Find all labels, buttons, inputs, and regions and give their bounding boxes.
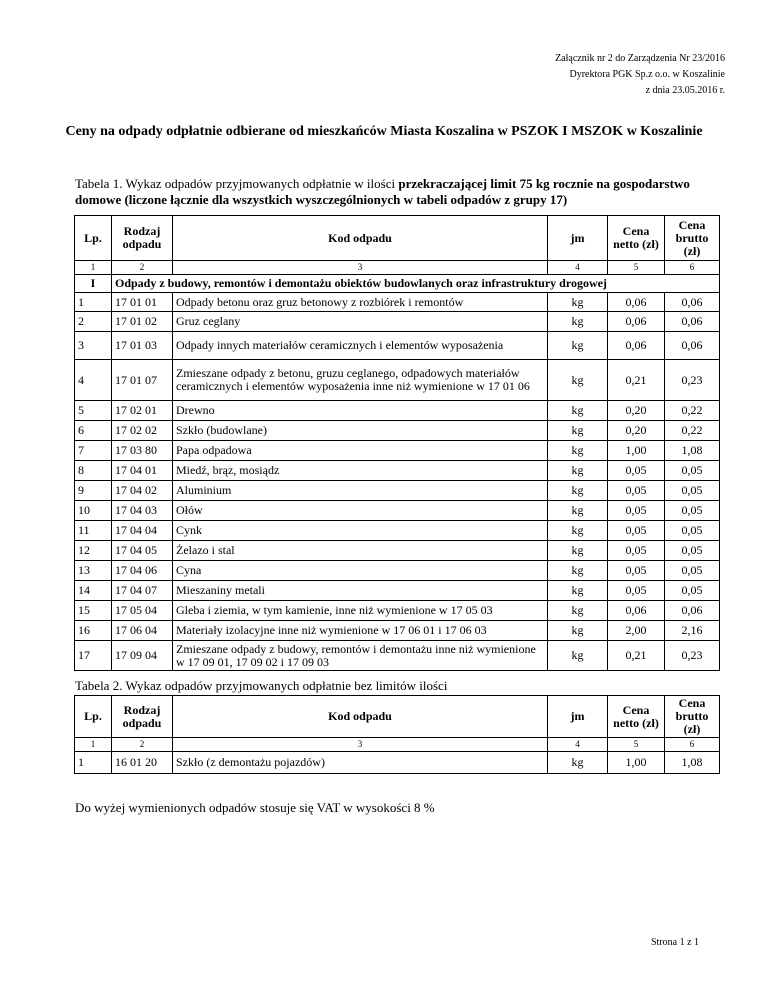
row-jm: kg <box>548 332 608 360</box>
header-netto: Cena netto (zł) <box>608 696 665 738</box>
header-kod: Kod odpadu <box>173 696 548 738</box>
row-brutto: 0,23 <box>665 360 720 401</box>
row-code: 17 04 01 <box>112 461 173 481</box>
row-code: 17 01 02 <box>112 312 173 332</box>
row-netto: 0,05 <box>608 481 665 501</box>
row-brutto: 0,06 <box>665 293 720 312</box>
table2 <box>74 695 720 774</box>
index-cell: 3 <box>173 261 548 275</box>
row-code: 17 04 04 <box>112 521 173 541</box>
row-netto: 0,05 <box>608 561 665 581</box>
page-number: Strona 1 z 1 <box>651 937 700 948</box>
row-name: Aluminium <box>173 481 548 501</box>
table-row <box>75 541 720 561</box>
row-lp: 1 <box>75 293 112 312</box>
row-code: 17 02 02 <box>112 421 173 441</box>
row-name: Szkło (budowlane) <box>173 421 548 441</box>
index-cell: 5 <box>608 261 665 275</box>
table2-caption: Tabela 2. Wykaz odpadów przyjmowanych odpłatnie bez limitów ilości <box>75 678 448 693</box>
group-roman: I <box>75 275 112 293</box>
row-netto: 1,00 <box>608 752 665 774</box>
row-name: Ołów <box>173 501 548 521</box>
row-lp: 1 <box>75 752 112 774</box>
row-netto: 0,05 <box>608 581 665 601</box>
row-code: 17 04 05 <box>112 541 173 561</box>
row-lp: 10 <box>75 501 112 521</box>
table-row <box>75 601 720 621</box>
index-cell: 4 <box>548 738 608 752</box>
row-brutto: 0,06 <box>665 312 720 332</box>
table-row <box>75 621 720 641</box>
row-jm: kg <box>548 521 608 541</box>
row-name: Materiały izolacyjne inne niż wymienione w 17 06 01 i 17 06 03 <box>173 621 548 641</box>
row-netto: 0,06 <box>608 332 665 360</box>
row-code: 17 03 80 <box>112 441 173 461</box>
row-jm: kg <box>548 752 608 774</box>
index-cell: 1 <box>75 261 112 275</box>
row-name: Drewno <box>173 401 548 421</box>
table1 <box>74 215 720 671</box>
table-row <box>75 461 720 481</box>
table1-caption-normal: Tabela 1. Wykaz odpadów przyjmowanych odpłatnie w ilości <box>75 176 399 191</box>
index-cell: 2 <box>112 738 173 752</box>
table-row <box>75 360 720 401</box>
row-brutto: 0,05 <box>665 501 720 521</box>
table1-caption <box>75 176 715 208</box>
table-row <box>75 441 720 461</box>
row-netto: 0,20 <box>608 421 665 441</box>
row-jm: kg <box>548 461 608 481</box>
row-code: 16 01 20 <box>112 752 173 774</box>
row-name: Zmieszane odpady z betonu, gruzu ceglanego, odpadowych materiałów ceramicznych i elementów wyposażenia inne niż wymienione w 17 01 06 <box>173 360 548 401</box>
row-name: Gleba i ziemia, w tym kamienie, inne niż wymienione w 17 05 03 <box>173 601 548 621</box>
row-code: 17 02 01 <box>112 401 173 421</box>
table-row <box>75 401 720 421</box>
row-lp: 9 <box>75 481 112 501</box>
row-jm: kg <box>548 581 608 601</box>
row-lp: 6 <box>75 421 112 441</box>
row-code: 17 01 01 <box>112 293 173 312</box>
table-row <box>75 481 720 501</box>
row-lp: 11 <box>75 521 112 541</box>
table1-header-row <box>75 216 720 261</box>
header-rodzaj: Rodzaj odpadu <box>112 216 173 261</box>
row-lp: 17 <box>75 641 112 671</box>
row-netto: 0,05 <box>608 501 665 521</box>
row-name: Mieszaniny metali <box>173 581 548 601</box>
row-brutto: 0,05 <box>665 561 720 581</box>
row-jm: kg <box>548 561 608 581</box>
table2-header-row <box>75 696 720 738</box>
row-brutto: 1,08 <box>665 752 720 774</box>
row-brutto: 0,05 <box>665 521 720 541</box>
row-name: Żelazo i stal <box>173 541 548 561</box>
row-name: Cyna <box>173 561 548 581</box>
row-netto: 0,20 <box>608 401 665 421</box>
row-netto: 0,21 <box>608 641 665 671</box>
header-note-line3: z dnia 23.05.2016 r. <box>645 85 725 96</box>
row-code: 17 04 07 <box>112 581 173 601</box>
index-cell: 5 <box>608 738 665 752</box>
row-jm: kg <box>548 481 608 501</box>
table-row <box>75 293 720 312</box>
table-row <box>75 501 720 521</box>
header-note-line1: Załącznik nr 2 do Zarządzenia Nr 23/2016 <box>555 53 725 64</box>
header-netto: Cena netto (zł) <box>608 216 665 261</box>
row-netto: 0,06 <box>608 293 665 312</box>
row-jm: kg <box>548 621 608 641</box>
row-lp: 14 <box>75 581 112 601</box>
table1-index-row <box>75 261 720 275</box>
row-name: Gruz ceglany <box>173 312 548 332</box>
row-netto: 0,06 <box>608 601 665 621</box>
table1-group-row <box>75 275 720 293</box>
index-cell: 6 <box>665 738 720 752</box>
header-kod: Kod odpadu <box>173 216 548 261</box>
row-jm: kg <box>548 293 608 312</box>
table-row <box>75 561 720 581</box>
row-jm: kg <box>548 312 608 332</box>
row-lp: 13 <box>75 561 112 581</box>
row-jm: kg <box>548 601 608 621</box>
row-lp: 7 <box>75 441 112 461</box>
row-code: 17 09 04 <box>112 641 173 671</box>
row-code: 17 05 04 <box>112 601 173 621</box>
row-jm: kg <box>548 641 608 671</box>
header-rodzaj: Rodzaj odpadu <box>112 696 173 738</box>
header-brutto: Cena brutto (zł) <box>665 696 720 738</box>
row-brutto: 0,06 <box>665 332 720 360</box>
header-lp: Lp. <box>75 696 112 738</box>
row-netto: 0,06 <box>608 312 665 332</box>
row-code: 17 01 07 <box>112 360 173 401</box>
row-netto: 0,05 <box>608 461 665 481</box>
vat-note: Do wyżej wymienionych odpadów stosuje się VAT w wysokości 8 % <box>75 800 435 815</box>
index-cell: 1 <box>75 738 112 752</box>
row-code: 17 04 02 <box>112 481 173 501</box>
table-row <box>75 332 720 360</box>
row-brutto: 0,22 <box>665 401 720 421</box>
row-name: Cynk <box>173 521 548 541</box>
row-code: 17 01 03 <box>112 332 173 360</box>
table1-caption-bold: przekraczającej limit 75 kg rocznie na gospodarstwo domowe (liczone łącznie dla wszystkich wyszczególnionych w tabeli odpadów z grupy 17) <box>75 176 690 207</box>
row-jm: kg <box>548 360 608 401</box>
row-netto: 0,05 <box>608 541 665 561</box>
row-brutto: 2,16 <box>665 621 720 641</box>
row-jm: kg <box>548 441 608 461</box>
table2-index-row <box>75 738 720 752</box>
row-lp: 3 <box>75 332 112 360</box>
row-lp: 8 <box>75 461 112 481</box>
group-title: Odpady z budowy, remontów i demontażu obiektów budowlanych oraz infrastruktury drogowej <box>112 275 720 293</box>
table2-body <box>75 752 720 774</box>
row-name: Odpady innych materiałów ceramicznych i elementów wyposażenia <box>173 332 548 360</box>
row-brutto: 0,06 <box>665 601 720 621</box>
header-lp: Lp. <box>75 216 112 261</box>
row-brutto: 0,05 <box>665 541 720 561</box>
row-name: Miedź, brąz, mosiądz <box>173 461 548 481</box>
row-lp: 15 <box>75 601 112 621</box>
row-name: Odpady betonu oraz gruz betonowy z rozbiórek i remontów <box>173 293 548 312</box>
row-jm: kg <box>548 501 608 521</box>
row-code: 17 04 03 <box>112 501 173 521</box>
row-netto: 1,00 <box>608 441 665 461</box>
row-lp: 12 <box>75 541 112 561</box>
row-lp: 2 <box>75 312 112 332</box>
row-jm: kg <box>548 541 608 561</box>
table-row <box>75 641 720 671</box>
row-brutto: 0,05 <box>665 581 720 601</box>
header-jm: jm <box>548 216 608 261</box>
index-cell: 3 <box>173 738 548 752</box>
table-row <box>75 421 720 441</box>
header-brutto: Cena brutto (zł) <box>665 216 720 261</box>
row-name: Szkło (z demontażu pojazdów) <box>173 752 548 774</box>
row-lp: 5 <box>75 401 112 421</box>
row-lp: 16 <box>75 621 112 641</box>
row-brutto: 0,05 <box>665 481 720 501</box>
row-code: 17 04 06 <box>112 561 173 581</box>
row-jm: kg <box>548 401 608 421</box>
row-netto: 0,05 <box>608 521 665 541</box>
row-netto: 0,21 <box>608 360 665 401</box>
index-cell: 6 <box>665 261 720 275</box>
header-jm: jm <box>548 696 608 738</box>
row-name: Zmieszane odpady z budowy, remontów i demontażu inne niż wymienione w 17 09 01, 17 09 02 i 17 09 03 <box>173 641 548 671</box>
index-cell: 2 <box>112 261 173 275</box>
page-title: Ceny na odpady odpłatnie odbierane od mieszkańców Miasta Koszalina w PSZOK I MSZOK w Koszalinie <box>65 124 703 139</box>
row-brutto: 1,08 <box>665 441 720 461</box>
table-row <box>75 521 720 541</box>
row-netto: 2,00 <box>608 621 665 641</box>
table1-body <box>75 293 720 671</box>
header-note <box>555 51 725 99</box>
row-brutto: 0,22 <box>665 421 720 441</box>
header-note-line2: Dyrektora PGK Sp.z o.o. w Koszalinie <box>569 69 725 80</box>
table-row <box>75 312 720 332</box>
row-brutto: 0,23 <box>665 641 720 671</box>
table-row <box>75 581 720 601</box>
index-cell: 4 <box>548 261 608 275</box>
row-code: 17 06 04 <box>112 621 173 641</box>
row-jm: kg <box>548 421 608 441</box>
table-row <box>75 752 720 774</box>
row-brutto: 0,05 <box>665 461 720 481</box>
row-name: Papa odpadowa <box>173 441 548 461</box>
row-lp: 4 <box>75 360 112 401</box>
